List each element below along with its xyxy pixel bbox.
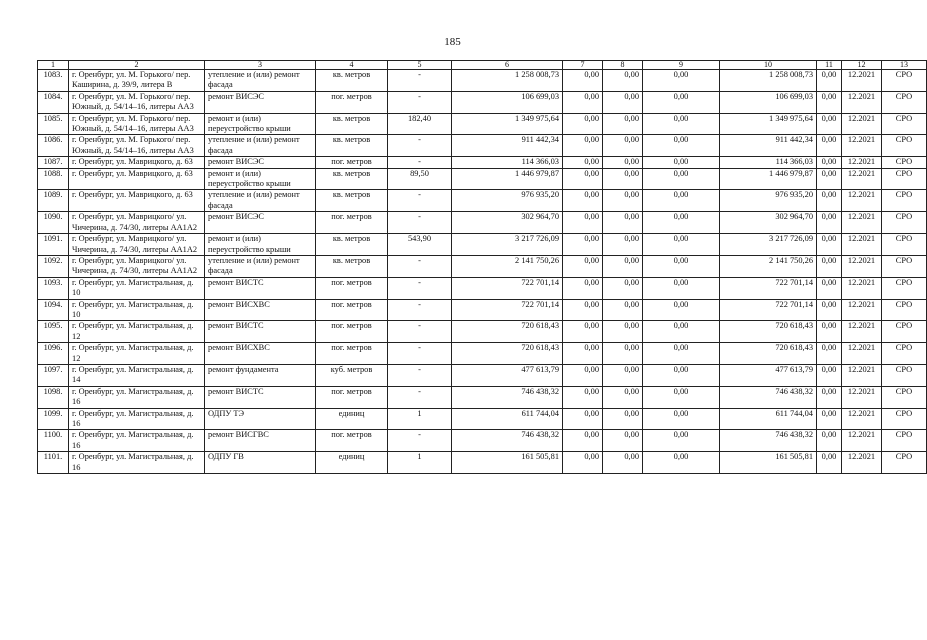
quantity-cell: - [388,70,452,92]
table-body [38,70,927,474]
source-cell: СРО [882,113,927,135]
address-cell: г. Оренбург, ул. Маврицкого, д. 63 [69,190,205,212]
address-cell: г. Оренбург, ул. М. Горького/ пер. Южный, д. 54/14–16, литеры АА3 [69,113,205,135]
total-cost-cell: 720 618,43 [452,321,563,343]
col7-cell: 0,00 [563,299,603,321]
col10-cell: 611 744,04 [720,408,817,430]
address-cell: г. Оренбург, ул. Магистральная, д. 16 [69,452,205,474]
col8-cell: 0,00 [603,135,643,157]
col7-cell: 0,00 [563,190,603,212]
col10-cell: 722 701,14 [720,277,817,299]
col8-cell: 0,00 [603,190,643,212]
header-row [38,61,927,70]
date-cell: 12.2021 [842,452,882,474]
total-cost-cell: 976 935,20 [452,190,563,212]
date-cell: 12.2021 [842,91,882,113]
work-type-cell: ремонт ВИСЭС [205,212,316,234]
col10-cell: 477 613,79 [720,364,817,386]
quantity-cell: - [388,364,452,386]
total-cost-cell: 722 701,14 [452,277,563,299]
unit-cell: кв. метров [316,70,388,92]
col7-cell: 0,00 [563,113,603,135]
quantity-cell: - [388,321,452,343]
quantity-cell: - [388,277,452,299]
unit-cell: пог. метров [316,343,388,365]
col11-cell: 0,00 [817,212,842,234]
table-row [38,277,927,299]
address-cell: г. Оренбург, ул. Магистральная, д. 10 [69,299,205,321]
total-cost-cell: 1 446 979,87 [452,168,563,190]
col9-cell: 0,00 [643,91,720,113]
unit-cell: кв. метров [316,234,388,256]
col10-cell: 746 438,32 [720,430,817,452]
col11-cell: 0,00 [817,91,842,113]
total-cost-cell: 911 442,34 [452,135,563,157]
total-cost-cell: 106 699,03 [452,91,563,113]
date-cell: 12.2021 [842,343,882,365]
col9-cell: 0,00 [643,299,720,321]
date-cell: 12.2021 [842,386,882,408]
table-row [38,135,927,157]
date-cell: 12.2021 [842,255,882,277]
source-cell: СРО [882,364,927,386]
col11-cell: 0,00 [817,234,842,256]
work-type-cell: ремонт ВИСГВС [205,430,316,452]
work-type-cell: ОДПУ ТЭ [205,408,316,430]
col7-cell: 0,00 [563,277,603,299]
table-row [38,321,927,343]
quantity-cell: - [388,212,452,234]
row-number: 1087. [38,157,69,168]
col11-cell: 0,00 [817,321,842,343]
unit-cell: кв. метров [316,135,388,157]
col8-cell: 0,00 [603,234,643,256]
source-cell: СРО [882,168,927,190]
address-cell: г. Оренбург, ул. Магистральная, д. 16 [69,408,205,430]
col7-cell: 0,00 [563,408,603,430]
col10-cell: 720 618,43 [720,321,817,343]
quantity-cell: - [388,135,452,157]
address-cell: г. Оренбург, ул. Маврицкого/ ул. Чичерина, д. 74/30, литеры АА1А2 [69,212,205,234]
col8-cell: 0,00 [603,212,643,234]
source-cell: СРО [882,452,927,474]
table-row [38,430,927,452]
address-cell: г. Оренбург, ул. М. Горького/ пер. Каширина, д. 39/9, литера В [69,70,205,92]
col8-cell: 0,00 [603,157,643,168]
total-cost-cell: 720 618,43 [452,343,563,365]
unit-cell: пог. метров [316,91,388,113]
row-number: 1097. [38,364,69,386]
col9-cell: 0,00 [643,190,720,212]
quantity-cell: 543,90 [388,234,452,256]
address-cell: г. Оренбург, ул. Магистральная, д. 16 [69,386,205,408]
total-cost-cell: 302 964,70 [452,212,563,234]
unit-cell: куб. метров [316,364,388,386]
date-cell: 12.2021 [842,168,882,190]
col7-cell: 0,00 [563,343,603,365]
page-number: 185 [444,36,461,48]
column-header-2: 2 [69,61,205,70]
address-cell: г. Оренбург, ул. Магистральная, д. 12 [69,343,205,365]
col8-cell: 0,00 [603,255,643,277]
work-type-cell: ремонт ВИСХВС [205,343,316,365]
col10-cell: 161 505,81 [720,452,817,474]
col7-cell: 0,00 [563,452,603,474]
date-cell: 12.2021 [842,212,882,234]
col11-cell: 0,00 [817,299,842,321]
col8-cell: 0,00 [603,70,643,92]
row-number: 1100. [38,430,69,452]
date-cell: 12.2021 [842,277,882,299]
col9-cell: 0,00 [643,430,720,452]
col10-cell: 1 349 975,64 [720,113,817,135]
address-cell: г. Оренбург, ул. Магистральная, д. 16 [69,430,205,452]
address-cell: г. Оренбург, ул. Маврицкого, д. 63 [69,157,205,168]
col7-cell: 0,00 [563,364,603,386]
col8-cell: 0,00 [603,386,643,408]
col7-cell: 0,00 [563,157,603,168]
col10-cell: 976 935,20 [720,190,817,212]
repair-schedule-table [37,60,927,474]
unit-cell: кв. метров [316,168,388,190]
col11-cell: 0,00 [817,168,842,190]
column-header-7: 7 [563,61,603,70]
unit-cell: пог. метров [316,321,388,343]
unit-cell: пог. метров [316,299,388,321]
unit-cell: единиц [316,408,388,430]
col7-cell: 0,00 [563,234,603,256]
column-header-6: 6 [452,61,563,70]
row-number: 1085. [38,113,69,135]
work-type-cell: ремонт ВИСТС [205,277,316,299]
column-header-5: 5 [388,61,452,70]
row-number: 1098. [38,386,69,408]
total-cost-cell: 1 349 975,64 [452,113,563,135]
table-row [38,386,927,408]
table-row [38,190,927,212]
col7-cell: 0,00 [563,321,603,343]
row-number: 1094. [38,299,69,321]
col11-cell: 0,00 [817,277,842,299]
total-cost-cell: 722 701,14 [452,299,563,321]
col10-cell: 106 699,03 [720,91,817,113]
col8-cell: 0,00 [603,113,643,135]
source-cell: СРО [882,299,927,321]
col7-cell: 0,00 [563,430,603,452]
column-header-8: 8 [603,61,643,70]
col7-cell: 0,00 [563,255,603,277]
column-header-3: 3 [205,61,316,70]
quantity-cell: - [388,430,452,452]
row-number: 1096. [38,343,69,365]
col7-cell: 0,00 [563,70,603,92]
table-row [38,452,927,474]
date-cell: 12.2021 [842,135,882,157]
date-cell: 12.2021 [842,364,882,386]
unit-cell: кв. метров [316,190,388,212]
date-cell: 12.2021 [842,234,882,256]
col10-cell: 3 217 726,09 [720,234,817,256]
col7-cell: 0,00 [563,386,603,408]
col10-cell: 911 442,34 [720,135,817,157]
column-header-4: 4 [316,61,388,70]
col7-cell: 0,00 [563,135,603,157]
source-cell: СРО [882,157,927,168]
total-cost-cell: 746 438,32 [452,430,563,452]
total-cost-cell: 477 613,79 [452,364,563,386]
date-cell: 12.2021 [842,321,882,343]
work-type-cell: ремонт и (или) переустройство крыши [205,113,316,135]
date-cell: 12.2021 [842,157,882,168]
col8-cell: 0,00 [603,364,643,386]
row-number: 1086. [38,135,69,157]
col11-cell: 0,00 [817,135,842,157]
unit-cell: пог. метров [316,430,388,452]
col11-cell: 0,00 [817,113,842,135]
table-row [38,212,927,234]
row-number: 1090. [38,212,69,234]
work-type-cell: утепление и (или) ремонт фасада [205,255,316,277]
source-cell: СРО [882,255,927,277]
source-cell: СРО [882,430,927,452]
col10-cell: 746 438,32 [720,386,817,408]
address-cell: г. Оренбург, ул. М. Горького/ пер. Южный, д. 54/14–16, литеры АА3 [69,135,205,157]
col11-cell: 0,00 [817,364,842,386]
work-type-cell: ремонт и (или) переустройство крыши [205,234,316,256]
address-cell: г. Оренбург, ул. Маврицкого/ ул. Чичерина, д. 74/30, литеры АА1А2 [69,234,205,256]
source-cell: СРО [882,234,927,256]
work-type-cell: утепление и (или) ремонт фасада [205,70,316,92]
work-type-cell: ремонт ВИСТС [205,321,316,343]
quantity-cell: - [388,91,452,113]
col11-cell: 0,00 [817,343,842,365]
row-number: 1099. [38,408,69,430]
source-cell: СРО [882,343,927,365]
col11-cell: 0,00 [817,157,842,168]
row-number: 1093. [38,277,69,299]
total-cost-cell: 611 744,04 [452,408,563,430]
address-cell: г. Оренбург, ул. Маврицкого/ ул. Чичерина, д. 74/30, литеры АА1А2 [69,255,205,277]
table-row [38,113,927,135]
col10-cell: 1 258 008,73 [720,70,817,92]
col11-cell: 0,00 [817,255,842,277]
quantity-cell: 1 [388,452,452,474]
col10-cell: 1 446 979,87 [720,168,817,190]
col8-cell: 0,00 [603,277,643,299]
col8-cell: 0,00 [603,299,643,321]
work-type-cell: ремонт фундамента [205,364,316,386]
col10-cell: 114 366,03 [720,157,817,168]
col7-cell: 0,00 [563,91,603,113]
col11-cell: 0,00 [817,430,842,452]
unit-cell: пог. метров [316,157,388,168]
row-number: 1089. [38,190,69,212]
table-header [38,61,927,70]
source-cell: СРО [882,277,927,299]
address-cell: г. Оренбург, ул. Маврицкого, д. 63 [69,168,205,190]
table-row [38,234,927,256]
address-cell: г. Оренбург, ул. Магистральная, д. 14 [69,364,205,386]
col11-cell: 0,00 [817,190,842,212]
column-header-13: 13 [882,61,927,70]
source-cell: СРО [882,408,927,430]
date-cell: 12.2021 [842,70,882,92]
row-number: 1083. [38,70,69,92]
row-number: 1084. [38,91,69,113]
quantity-cell: - [388,157,452,168]
row-number: 1101. [38,452,69,474]
col11-cell: 0,00 [817,408,842,430]
source-cell: СРО [882,70,927,92]
col9-cell: 0,00 [643,113,720,135]
total-cost-cell: 2 141 750,26 [452,255,563,277]
source-cell: СРО [882,190,927,212]
col11-cell: 0,00 [817,452,842,474]
work-type-cell: ремонт ВИСХВС [205,299,316,321]
col9-cell: 0,00 [643,212,720,234]
col8-cell: 0,00 [603,452,643,474]
col9-cell: 0,00 [643,70,720,92]
quantity-cell: 182,40 [388,113,452,135]
quantity-cell: - [388,190,452,212]
col9-cell: 0,00 [643,234,720,256]
col8-cell: 0,00 [603,168,643,190]
col7-cell: 0,00 [563,168,603,190]
unit-cell: единиц [316,452,388,474]
col9-cell: 0,00 [643,321,720,343]
col8-cell: 0,00 [603,430,643,452]
date-cell: 12.2021 [842,430,882,452]
table-row [38,364,927,386]
table-row [38,91,927,113]
table-row [38,255,927,277]
quantity-cell: - [388,386,452,408]
total-cost-cell: 746 438,32 [452,386,563,408]
total-cost-cell: 161 505,81 [452,452,563,474]
row-number: 1091. [38,234,69,256]
column-header-11: 11 [817,61,842,70]
unit-cell: кв. метров [316,255,388,277]
col10-cell: 302 964,70 [720,212,817,234]
work-type-cell: ОДПУ ГВ [205,452,316,474]
quantity-cell: 89,50 [388,168,452,190]
unit-cell: пог. метров [316,277,388,299]
col9-cell: 0,00 [643,343,720,365]
col9-cell: 0,00 [643,135,720,157]
table-row [38,299,927,321]
col9-cell: 0,00 [643,364,720,386]
row-number: 1092. [38,255,69,277]
unit-cell: кв. метров [316,113,388,135]
work-type-cell: ремонт и (или) переустройство крыши [205,168,316,190]
work-type-cell: ремонт ВИСЭС [205,91,316,113]
source-cell: СРО [882,321,927,343]
col8-cell: 0,00 [603,408,643,430]
quantity-cell: - [388,255,452,277]
column-header-12: 12 [842,61,882,70]
work-type-cell: ремонт ВИСЭС [205,157,316,168]
col9-cell: 0,00 [643,277,720,299]
work-type-cell: утепление и (или) ремонт фасада [205,190,316,212]
col8-cell: 0,00 [603,343,643,365]
col8-cell: 0,00 [603,321,643,343]
date-cell: 12.2021 [842,113,882,135]
unit-cell: пог. метров [316,212,388,234]
col9-cell: 0,00 [643,157,720,168]
total-cost-cell: 114 366,03 [452,157,563,168]
source-cell: СРО [882,135,927,157]
source-cell: СРО [882,386,927,408]
col9-cell: 0,00 [643,452,720,474]
quantity-cell: 1 [388,408,452,430]
table-row [38,70,927,92]
table-row [38,168,927,190]
work-type-cell: утепление и (или) ремонт фасада [205,135,316,157]
col10-cell: 2 141 750,26 [720,255,817,277]
column-header-9: 9 [643,61,720,70]
col11-cell: 0,00 [817,70,842,92]
col8-cell: 0,00 [603,91,643,113]
col7-cell: 0,00 [563,212,603,234]
work-type-cell: ремонт ВИСТС [205,386,316,408]
col10-cell: 720 618,43 [720,343,817,365]
column-header-1: 1 [38,61,69,70]
col9-cell: 0,00 [643,168,720,190]
address-cell: г. Оренбург, ул. М. Горького/ пер. Южный, д. 54/14–16, литеры АА3 [69,91,205,113]
col11-cell: 0,00 [817,386,842,408]
date-cell: 12.2021 [842,190,882,212]
source-cell: СРО [882,212,927,234]
quantity-cell: - [388,299,452,321]
source-cell: СРО [882,91,927,113]
col10-cell: 722 701,14 [720,299,817,321]
table-row [38,157,927,168]
table-row [38,408,927,430]
col9-cell: 0,00 [643,255,720,277]
col9-cell: 0,00 [643,408,720,430]
total-cost-cell: 1 258 008,73 [452,70,563,92]
address-cell: г. Оренбург, ул. Магистральная, д. 10 [69,277,205,299]
total-cost-cell: 3 217 726,09 [452,234,563,256]
col9-cell: 0,00 [643,386,720,408]
date-cell: 12.2021 [842,408,882,430]
address-cell: г. Оренбург, ул. Магистральная, д. 12 [69,321,205,343]
table-row [38,343,927,365]
unit-cell: пог. метров [316,386,388,408]
row-number: 1095. [38,321,69,343]
column-header-10: 10 [720,61,817,70]
quantity-cell: - [388,343,452,365]
row-number: 1088. [38,168,69,190]
date-cell: 12.2021 [842,299,882,321]
